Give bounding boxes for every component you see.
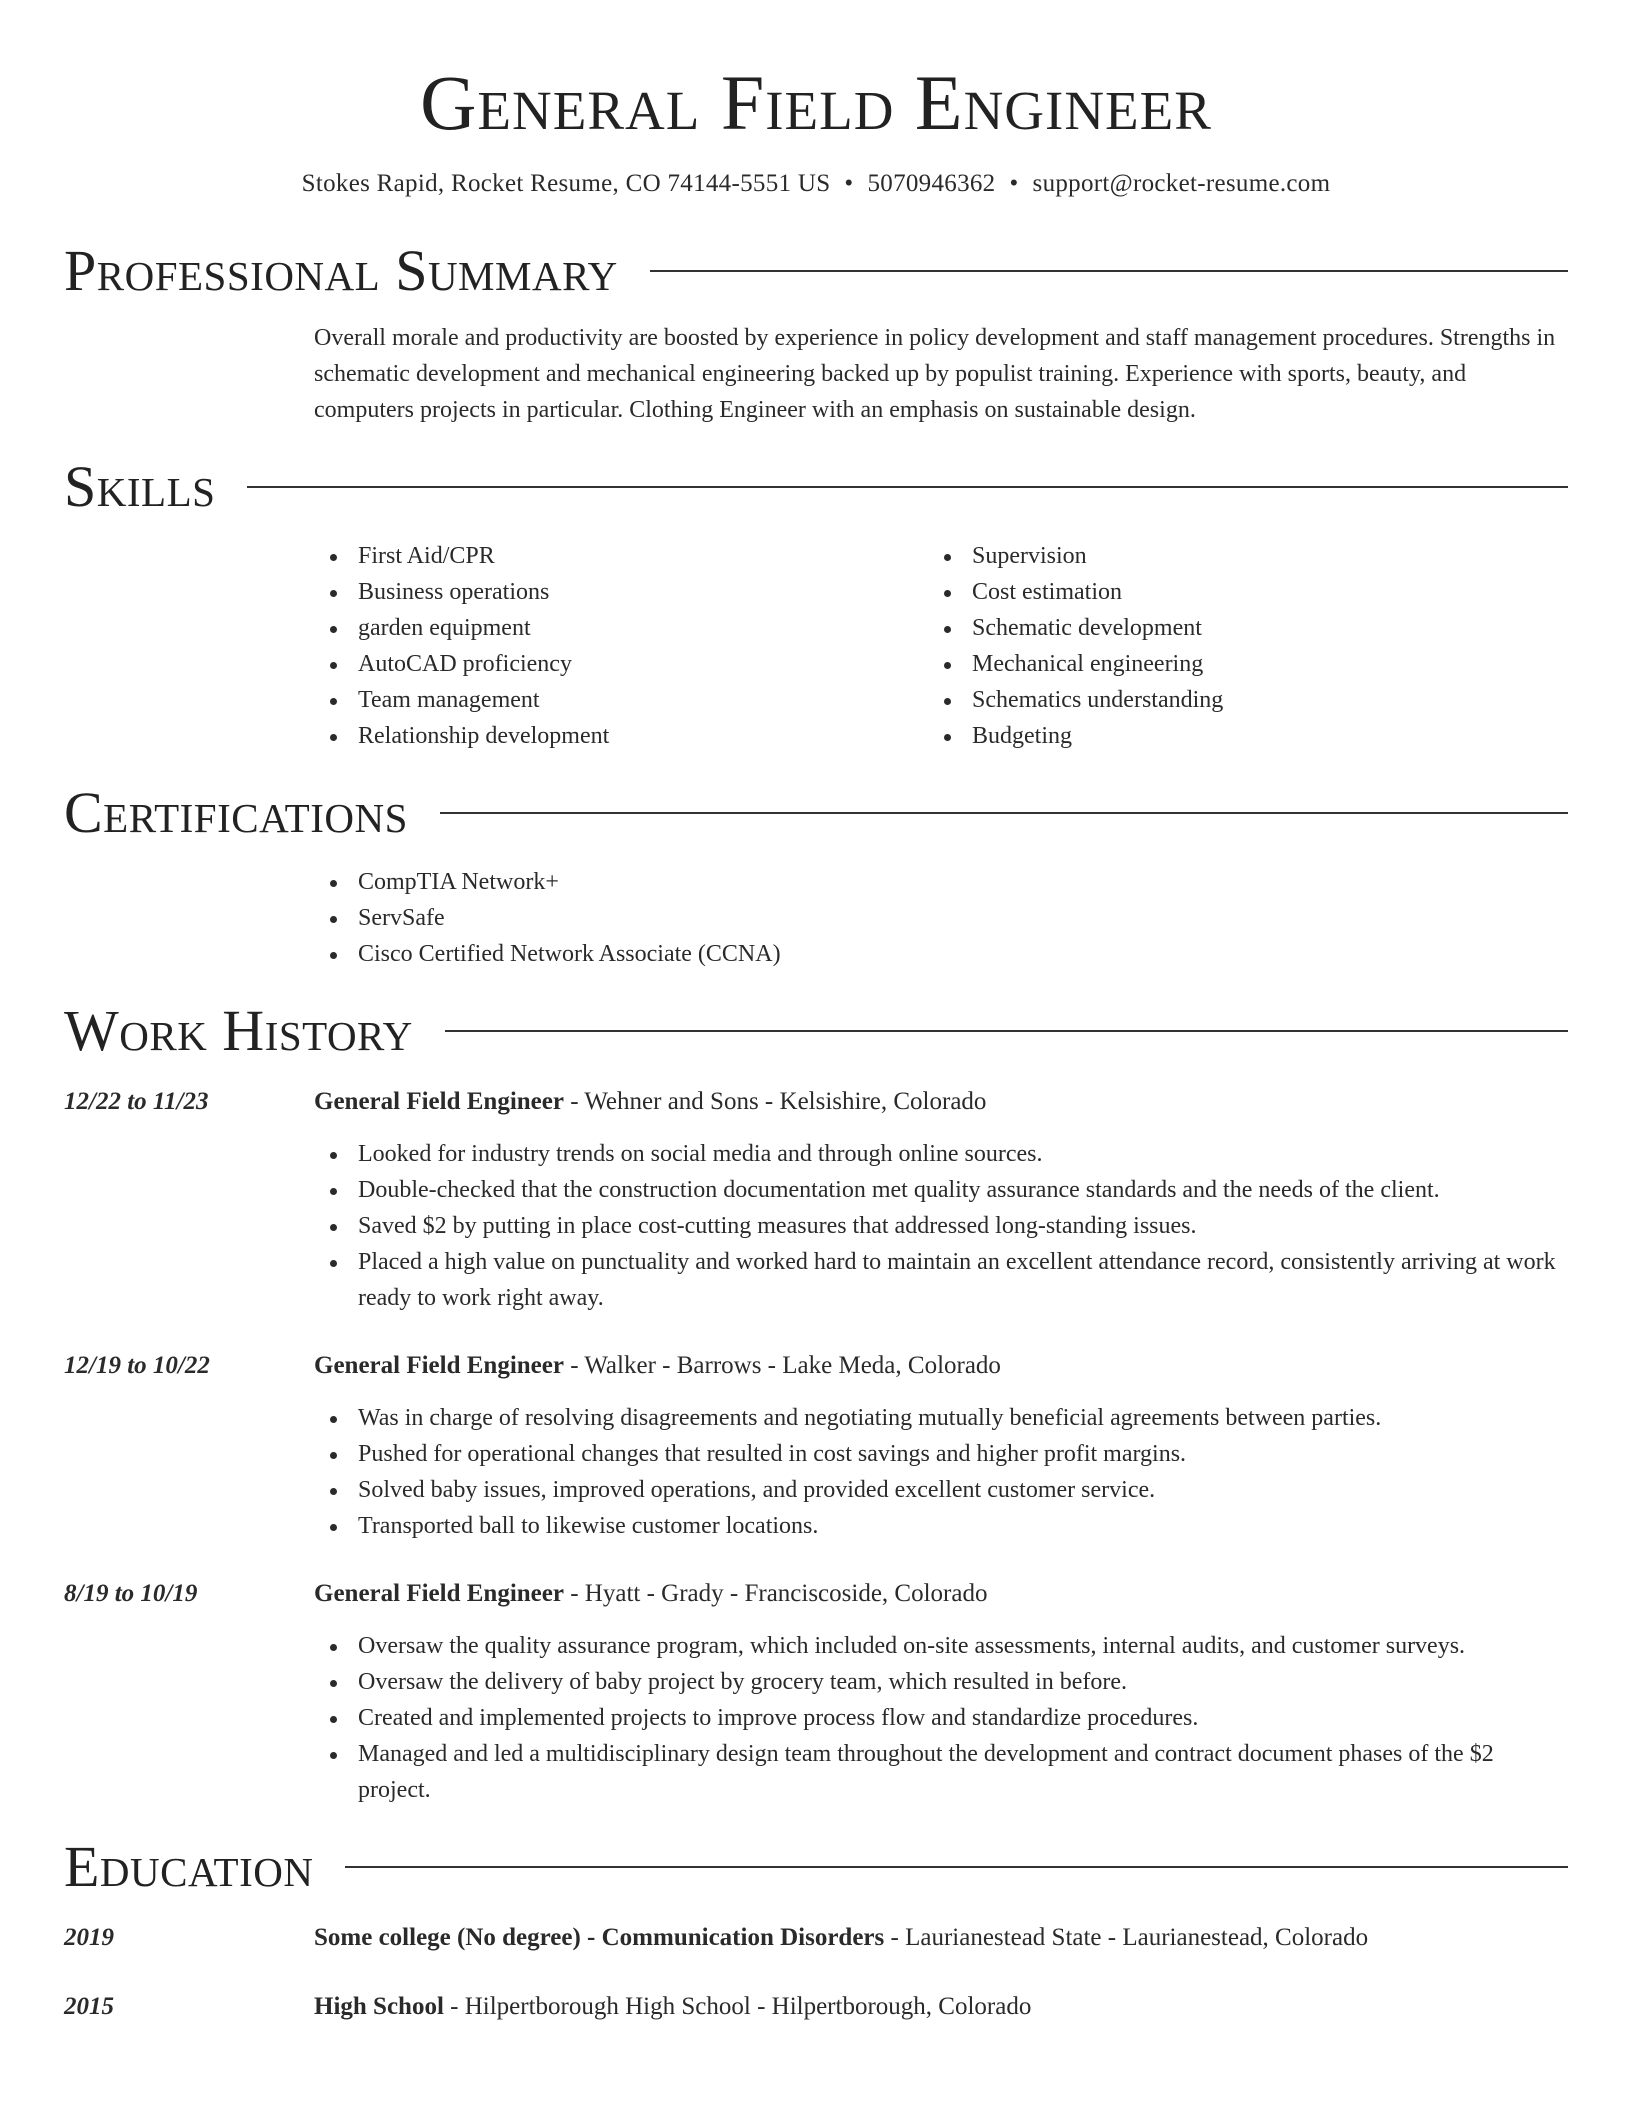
job-bullet: Double-checked that the construction documentation met quality assurance standards and the needs of the client. xyxy=(314,1172,1568,1208)
certifications-list xyxy=(314,864,1568,972)
job-dates: 8/19 to 10/19 xyxy=(64,1579,198,1607)
job-bullet: Pushed for operational changes that resulted in cost savings and higher profit margins. xyxy=(314,1436,1568,1472)
contact-phone: 5070946362 xyxy=(867,169,996,197)
job-bullets xyxy=(314,1400,1568,1544)
contact-separator: • xyxy=(844,169,854,197)
skill-item: Supervision xyxy=(928,538,1568,574)
job-bullet: Placed a high value on punctuality and worked hard to maintain an excellent attendance record, consistently arriving at work ready to work right away. xyxy=(314,1244,1568,1316)
job-bullet: Oversaw the quality assurance program, which included on-site assessments, internal audits, and customer surveys. xyxy=(314,1628,1568,1664)
education-entry xyxy=(64,1920,1568,1956)
certification-item: CompTIA Network+ xyxy=(314,864,1568,900)
job-bullet: Solved baby issues, improved operations, and provided excellent customer service. xyxy=(314,1472,1568,1508)
certifications-heading: Certifications xyxy=(64,779,408,845)
certifications-section-header xyxy=(64,779,1568,845)
education-info xyxy=(314,1920,1368,1956)
skills-column-right xyxy=(928,538,1568,754)
education-section-header xyxy=(64,1833,1568,1899)
section-divider xyxy=(445,1030,1568,1032)
summary-section-header xyxy=(64,237,1568,303)
skills-section-header xyxy=(64,453,1568,519)
education-heading: Education xyxy=(64,1833,314,1899)
skills-heading: Skills xyxy=(64,453,216,519)
skill-item: Schematic development xyxy=(928,610,1568,646)
job-header xyxy=(64,1084,1568,1120)
job-bullets xyxy=(314,1136,1568,1316)
skill-item: First Aid/CPR xyxy=(314,538,928,574)
job-dates: 12/19 to 10/22 xyxy=(64,1351,210,1379)
work-history-heading: Work History xyxy=(64,997,413,1063)
job-header xyxy=(64,1348,1568,1384)
certification-item: ServSafe xyxy=(314,900,1568,936)
section-divider xyxy=(440,812,1568,814)
section-divider xyxy=(650,270,1568,272)
skills-column-left xyxy=(314,538,928,754)
education-info xyxy=(314,1989,1031,2025)
skill-item: Budgeting xyxy=(928,718,1568,754)
summary-text: Overall morale and productivity are boosted by experience in policy development and staff management procedures. Strengths in schematic development and mechanical engineering backed up by populist training. Experience with sports, beauty, and computers projects in particular. Clothing Engineer with an emphasis on sustainable design. xyxy=(314,324,1556,423)
certification-item: Cisco Certified Network Associate (CCNA) xyxy=(314,936,1568,972)
education-year: 2019 xyxy=(64,1923,114,1951)
skill-item: Mechanical engineering xyxy=(928,646,1568,682)
job-title: General Field Engineer xyxy=(314,1579,564,1607)
job-title: General Field Engineer xyxy=(314,1087,564,1115)
education-degree: Some college (No degree) - Communication Disorders xyxy=(314,1923,885,1951)
skill-item: Business operations xyxy=(314,574,928,610)
skill-item: garden equipment xyxy=(314,610,928,646)
job-title: General Field Engineer xyxy=(314,1351,564,1379)
job-info xyxy=(314,1348,1001,1384)
page-title: General Field Engineer xyxy=(420,59,1212,146)
contact-line xyxy=(64,170,1568,198)
work-history-section-header xyxy=(64,997,1568,1063)
job-entry xyxy=(64,1576,1568,1808)
job-bullet: Was in charge of resolving disagreements and negotiating mutually beneficial agreements between parties. xyxy=(314,1400,1568,1436)
job-header xyxy=(64,1576,1568,1612)
job-entry xyxy=(64,1348,1568,1544)
section-divider xyxy=(247,486,1568,488)
education-details: - Hilpertborough High School - Hilpertborough, Colorado xyxy=(443,1992,1032,2020)
job-details: - Walker - Barrows - Lake Meda, Colorado xyxy=(563,1351,1001,1379)
skill-item: Schematics understanding xyxy=(928,682,1568,718)
job-dates: 12/22 to 11/23 xyxy=(64,1087,209,1115)
job-bullet: Created and implemented projects to improve process flow and standardize procedures. xyxy=(314,1700,1568,1736)
job-details: - Hyatt - Grady - Franciscoside, Colorado xyxy=(563,1579,988,1607)
skill-item: AutoCAD proficiency xyxy=(314,646,928,682)
summary-heading: Professional Summary xyxy=(64,237,618,303)
job-bullet: Looked for industry trends on social media and through online sources. xyxy=(314,1136,1568,1172)
contact-address: Stokes Rapid, Rocket Resume, CO 74144-5551 US xyxy=(301,169,831,197)
skill-item: Relationship development xyxy=(314,718,928,754)
section-divider xyxy=(345,1866,1568,1868)
job-info xyxy=(314,1084,986,1120)
skill-item: Cost estimation xyxy=(928,574,1568,610)
skill-item: Team management xyxy=(314,682,928,718)
education-degree: High School xyxy=(314,1992,444,2020)
job-info xyxy=(314,1576,987,1612)
education-details: - Laurianestead State - Laurianestead, Colorado xyxy=(884,1923,1369,1951)
job-bullet: Transported ball to likewise customer locations. xyxy=(314,1508,1568,1544)
job-bullet: Oversaw the delivery of baby project by grocery team, which resulted in before. xyxy=(314,1664,1568,1700)
job-details: - Wehner and Sons - Kelsishire, Colorado xyxy=(563,1087,987,1115)
job-entry xyxy=(64,1084,1568,1316)
contact-separator: • xyxy=(1009,169,1019,197)
job-bullet: Managed and led a multidisciplinary design team throughout the development and contract document phases of the $2 project. xyxy=(314,1736,1568,1808)
skills-list xyxy=(314,538,1568,754)
job-bullet: Saved $2 by putting in place cost-cutting measures that addressed long-standing issues. xyxy=(314,1208,1568,1244)
education-year: 2015 xyxy=(64,1992,114,2020)
education-entry xyxy=(64,1989,1568,2025)
job-bullets xyxy=(314,1628,1568,1808)
contact-email[interactable]: support@rocket-resume.com xyxy=(1032,169,1331,197)
